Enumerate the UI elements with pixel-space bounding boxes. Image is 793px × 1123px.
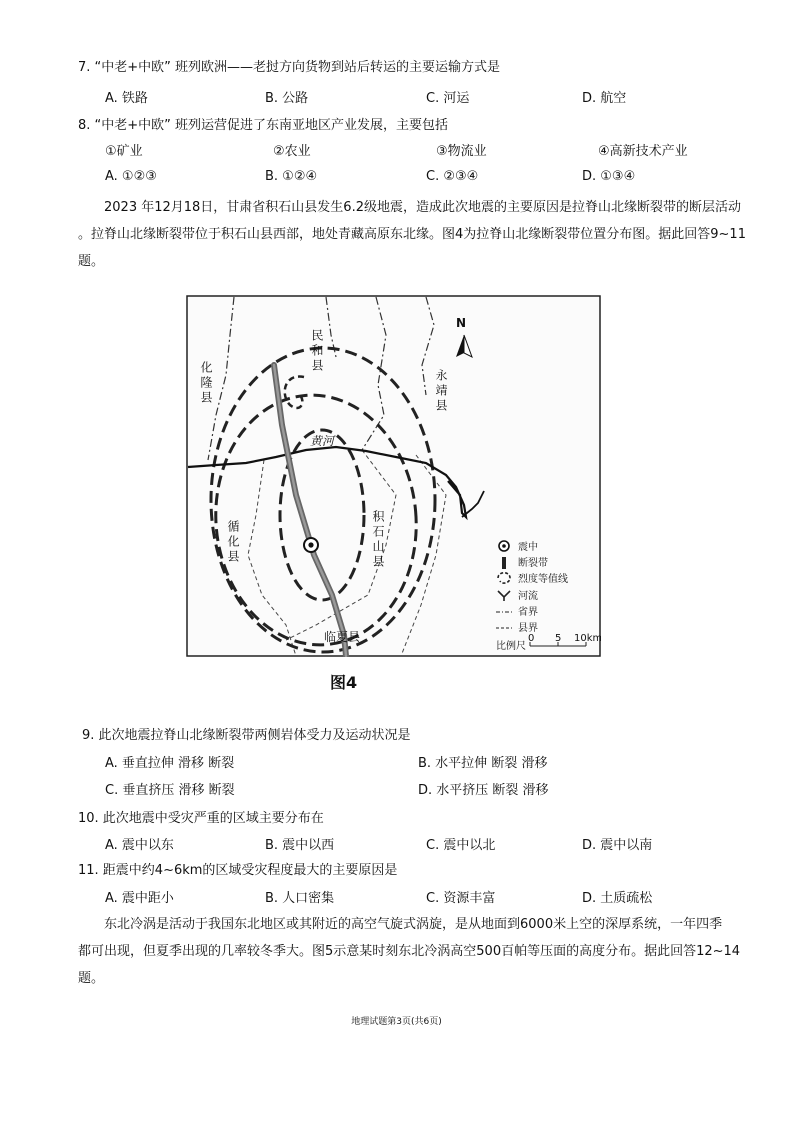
q11-stem: 11. 距震中约4~6km的区域受灾程度最大的主要原因是 xyxy=(78,863,398,878)
q11-option-a: A. 震中距小 xyxy=(105,891,174,906)
label-huanghe: 黄河 xyxy=(310,434,335,448)
q10-stem: 10. 此次地震中受灾严重的区域主要分布在 xyxy=(78,811,324,826)
legend-scale-0: 0 xyxy=(528,633,535,644)
q8-item-4: ④高新技术产业 xyxy=(598,144,688,159)
passage1-line2: 。拉脊山北缘断裂带位于积石山县西部，地处青藏高原东北缘。图4为拉脊山北缘断裂带位置分布图。据此回答9~11 xyxy=(78,227,746,242)
q9-option-b: B. 水平拉伸 断裂 滑移 xyxy=(418,756,548,771)
legend-scale-10: 10km xyxy=(574,633,601,644)
q7-option-b: B. 公路 xyxy=(265,91,309,106)
q8-option-a: A. ①②③ xyxy=(105,169,157,184)
q8-item-1: ①矿业 xyxy=(105,144,143,159)
label-yongjing: 永靖县 xyxy=(434,369,448,414)
legend-epicenter: 震中 xyxy=(518,542,538,553)
label-xunhua: 循化县 xyxy=(226,520,240,565)
label-jishishan: 积石山县 xyxy=(371,510,385,570)
q9-option-c: C. 垂直挤压 滑移 断裂 xyxy=(105,783,235,798)
passage2-line3: 题。 xyxy=(78,971,105,986)
q7-option-a: A. 铁路 xyxy=(105,91,148,106)
passage2-line2: 都可出现，但夏季出现的几率较冬季大。图5示意某时刻东北冷涡高空500百帕等压面的高度分布。据此回答12~14 xyxy=(78,944,741,959)
q8-item-2: ②农业 xyxy=(273,144,311,159)
q9-option-d: D. 水平挤压 断裂 滑移 xyxy=(418,783,549,798)
q11-option-b: B. 人口密集 xyxy=(265,891,335,906)
q11-option-c: C. 资源丰富 xyxy=(426,891,496,906)
label-hualong: 化隆县 xyxy=(199,361,213,406)
legend-fault: 断裂带 xyxy=(518,558,548,569)
q8-option-d: D. ①③④ xyxy=(582,169,636,184)
passage1-line1: 2023 年12月18日，甘肃省积石山县发生6.2级地震，造成此次地震的主要原因是拉脊山北缘断裂带的断层活动 xyxy=(104,200,741,215)
legend-county: 县界 xyxy=(518,623,538,634)
q9-stem: 9. 此次地震拉脊山北缘断裂带两侧岩体受力及运动状况是 xyxy=(82,728,411,743)
legend-scale-5: 5 xyxy=(555,633,562,644)
legend-isoseismal: 烈度等值线 xyxy=(518,574,568,585)
label-minhe: 民和县 xyxy=(310,329,324,374)
q8-option-b: B. ①②④ xyxy=(265,169,318,184)
legend-river: 河流 xyxy=(518,591,538,602)
q9-option-a: A. 垂直拉伸 滑移 断裂 xyxy=(105,756,235,771)
q10-option-d: D. 震中以南 xyxy=(582,838,653,853)
legend-province: 省界 xyxy=(518,607,538,618)
passage2-line1: 东北冷涡是活动于我国东北地区或其附近的高空气旋式涡旋，是从地面到6000米上空的深厚系统，一年四季 xyxy=(104,917,723,932)
q8-stem: 8. “中老+中欧” 班列运营促进了东南亚地区产业发展，主要包括 xyxy=(78,118,449,133)
q10-option-c: C. 震中以北 xyxy=(426,838,496,853)
q10-option-b: B. 震中以西 xyxy=(265,838,335,853)
q10-option-a: A. 震中以东 xyxy=(105,838,174,853)
map-svg xyxy=(186,295,601,657)
q7-stem: 7. “中老+中欧” 班列欧洲——老挝方向货物到站后转运的主要运输方式是 xyxy=(78,60,501,75)
legend-scale-label: 比例尺 xyxy=(496,641,526,652)
label-linxia: 临夏县 xyxy=(324,630,361,644)
passage1-line3: 题。 xyxy=(78,254,105,269)
figure4-caption: 图4 xyxy=(330,673,358,692)
q7-option-d: D. 航空 xyxy=(582,91,627,106)
q11-option-d: D. 土质疏松 xyxy=(582,891,653,906)
page-footer: 地理试题第3页(共6页) xyxy=(351,1017,442,1027)
q8-item-3: ③物流业 xyxy=(436,144,487,159)
q8-option-c: C. ②③④ xyxy=(426,169,479,184)
q7-option-c: C. 河运 xyxy=(426,91,470,106)
figure4-map xyxy=(186,295,601,657)
north-label: N xyxy=(456,316,467,330)
